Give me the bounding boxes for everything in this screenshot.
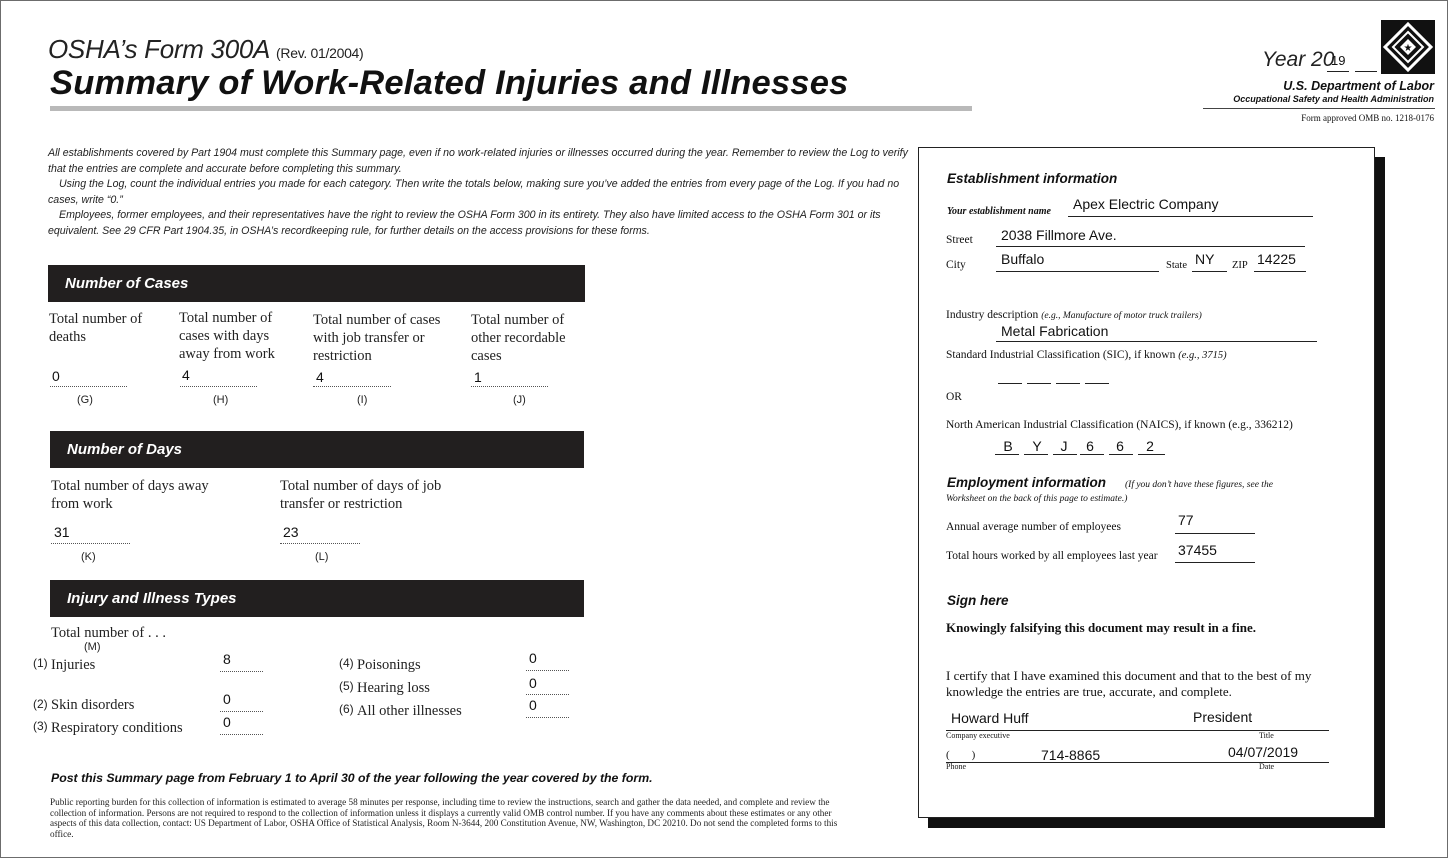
intro-paragraph-2: Using the Log, count the individual entries you made for each category. Then write the totals below, making sure you’ve added the entries from every page of the Log. If you had no cases, write “0.”	[48, 178, 900, 206]
injuries-value[interactable]: 8	[223, 651, 231, 667]
phone-area-code: ( )	[946, 749, 976, 761]
days-away-code: (K)	[81, 551, 96, 563]
transfer-days-label: Total number of days of job transfer or restriction	[280, 478, 442, 512]
zip-value[interactable]: 14225	[1257, 251, 1296, 267]
injuries-label: Injuries	[51, 657, 96, 673]
naics-line-6	[1138, 454, 1165, 455]
job-transfer-cases-label: Total number of cases with job transfer or restriction	[313, 312, 441, 364]
days-away-cases-value[interactable]: 4	[182, 367, 190, 383]
avg-employees-line	[1175, 533, 1255, 534]
street-label: Street	[946, 234, 973, 246]
injuries-line	[220, 671, 263, 672]
naics-line-3	[1053, 454, 1077, 455]
hearing-number: (5)	[339, 679, 354, 693]
naics-line-2	[1024, 454, 1048, 455]
zip-line	[1254, 271, 1306, 272]
certification-text: I certify that I have examined this document and that to the best of my knowledge the entries are true, accurate, and complete.	[946, 668, 1312, 699]
svg-text:★: ★	[1403, 43, 1413, 54]
sic-digit-4[interactable]	[1085, 383, 1109, 384]
other-cases-line	[471, 386, 548, 387]
year-label: Year 20	[1262, 48, 1335, 71]
skin-number: (2)	[33, 697, 48, 711]
industry-example: (e.g., Manufacture of motor truck trailers)	[1041, 311, 1202, 321]
date-value[interactable]: 04/07/2019	[1228, 744, 1299, 760]
city-label: City	[946, 259, 966, 271]
title-underline	[50, 106, 972, 111]
naics-digit-1[interactable]: B	[1003, 438, 1013, 454]
date-label: Date	[1259, 762, 1275, 771]
state-value[interactable]: NY	[1195, 251, 1215, 267]
naics-label: North American Industrial Classification (NAICS), if known (e.g., 336212)	[946, 419, 1293, 431]
sic-label	[946, 349, 1227, 361]
other-cases-value[interactable]: 1	[474, 369, 482, 385]
poisonings-line	[526, 670, 569, 671]
industry-label	[946, 309, 1202, 321]
types-heading: Injury and Illness Types	[50, 580, 584, 617]
intro-paragraph-3: Employees, former employees, and their representatives have the right to review the OSHA Form 300 in its entirety. They also have limited access to the OSHA Form 301 or its equivalent. See 29 CFR Part 1904.35, in OSHA’s recordkeeping rule, for further details on the access provisions for these forms.	[48, 209, 881, 237]
days-away-cases-code: (H)	[213, 394, 229, 406]
avg-employees-value[interactable]: 77	[1178, 512, 1194, 528]
agency-name: U.S. Department of Labor	[1283, 79, 1434, 93]
employment-heading: Employment information	[947, 475, 1107, 490]
post-notice: Post this Summary page from February 1 to April 30 of the year following the year covered by the form.	[51, 771, 653, 785]
job-transfer-cases-value[interactable]: 4	[316, 369, 324, 385]
hours-worked-value[interactable]: 37455	[1178, 542, 1217, 558]
industry-value[interactable]: Metal Fabrication	[1001, 323, 1109, 339]
form-revision: (Rev. 01/2004)	[276, 45, 364, 61]
phone-label: Phone	[946, 762, 966, 771]
naics-digit-2[interactable]: Y	[1032, 438, 1042, 454]
job-transfer-cases-line	[313, 386, 391, 387]
or-label: OR	[946, 391, 962, 403]
intro-paragraph-1: All establishments covered by Part 1904 must complete this Summary page, even if no work-related injuries or illnesses occurred during the year. Remember to review the Log to verify that the entries are complete and accurate before completing this summary.	[48, 147, 908, 175]
deaths-label: Total number of deaths	[49, 311, 143, 345]
poisonings-number: (4)	[339, 656, 354, 670]
types-total-label: Total number of . . .	[51, 625, 166, 641]
industry-label-text: Industry description	[946, 309, 1039, 321]
naics-digit-6[interactable]: 2	[1146, 438, 1154, 454]
sign-heading: Sign here	[947, 593, 1009, 608]
hours-worked-label: Total hours worked by all employees last year	[946, 550, 1158, 562]
year-value[interactable]: 19	[1331, 53, 1346, 68]
state-label: State	[1166, 260, 1187, 271]
intro-text	[48, 146, 910, 239]
poisonings-value[interactable]: 0	[529, 650, 537, 666]
year-underline-1	[1327, 71, 1349, 72]
employment-note: (If you don’t have these figures, see the Worksheet on the back of this page to estimate.)	[946, 480, 1273, 504]
naics-digit-4[interactable]: 6	[1086, 438, 1094, 454]
days-away-value[interactable]: 31	[54, 524, 70, 540]
respiratory-number: (3)	[33, 719, 48, 733]
dol-logo	[1381, 20, 1435, 74]
other-illnesses-number: (6)	[339, 702, 354, 716]
phone-value[interactable]: 714-8865	[1041, 747, 1101, 763]
form-name	[48, 34, 363, 65]
falsify-warning: Knowingly falsifying this document may result in a fine.	[946, 620, 1256, 635]
city-value[interactable]: Buffalo	[1001, 251, 1045, 267]
establishment-name-value[interactable]: Apex Electric Company	[1073, 196, 1219, 212]
job-transfer-cases-code: (I)	[357, 394, 368, 406]
days-heading: Number of Days	[50, 431, 584, 468]
street-value[interactable]: 2038 Fillmore Ave.	[1001, 227, 1117, 243]
naics-line-5	[1109, 454, 1133, 455]
header-rule	[1203, 108, 1435, 109]
poisonings-label: Poisonings	[357, 657, 421, 673]
sic-label-text: Standard Industrial Classification (SIC), if known	[946, 349, 1176, 361]
sic-digit-2[interactable]	[1027, 383, 1051, 384]
other-illnesses-label: All other illnesses	[357, 703, 462, 719]
transfer-days-code: (L)	[315, 551, 329, 563]
establishment-name-label: Your establishment name	[947, 206, 1051, 217]
naics-line-4	[1080, 454, 1104, 455]
state-line	[1192, 271, 1227, 272]
injuries-number: (1)	[33, 656, 48, 670]
avg-employees-label: Annual average number of employees	[946, 521, 1121, 533]
naics-digit-3[interactable]: J	[1060, 438, 1068, 454]
street-line	[996, 246, 1305, 247]
form-title: Summary of Work-Related Injuries and Illnesses	[50, 64, 849, 102]
skin-line	[220, 711, 263, 712]
executive-label: Company executive	[946, 731, 1010, 740]
hearing-label: Hearing loss	[357, 680, 430, 696]
respiratory-label: Respiratory conditions	[51, 720, 183, 736]
establishment-heading: Establishment information	[947, 171, 1118, 186]
sub-agency-name: Occupational Safety and Health Administration	[1233, 94, 1434, 104]
skin-label: Skin disorders	[51, 697, 135, 713]
days-away-cases-line	[180, 386, 257, 387]
sic-digit-1[interactable]	[998, 383, 1022, 384]
naics-digit-5[interactable]: 6	[1116, 438, 1124, 454]
omb-number: Form approved OMB no. 1218-0176	[1301, 113, 1434, 123]
deaths-value[interactable]: 0	[52, 368, 60, 384]
city-line	[996, 271, 1159, 272]
skin-value[interactable]: 0	[223, 691, 231, 707]
naics-line-1	[995, 454, 1019, 455]
hearing-line	[526, 694, 569, 695]
respiratory-line	[220, 734, 263, 735]
zip-label: ZIP	[1232, 260, 1248, 271]
hours-worked-line	[1175, 562, 1255, 563]
title-label: Title	[1259, 731, 1274, 740]
year-underline-2	[1355, 71, 1377, 72]
respiratory-value[interactable]: 0	[223, 714, 231, 730]
deaths-line	[50, 386, 127, 387]
dol-logo-icon	[1381, 20, 1435, 74]
days-away-cases-label: Total number of cases with days away from work	[179, 310, 275, 362]
transfer-days-line	[280, 543, 360, 544]
sic-example: (e.g., 3715)	[1178, 350, 1227, 361]
establishment-name-line	[1068, 216, 1313, 217]
other-cases-label: Total number of other recordable cases	[471, 312, 566, 364]
form-name-text: OSHA’s Form 300A	[48, 34, 270, 64]
days-away-line	[51, 543, 130, 544]
executive-name-value[interactable]: Howard Huff	[951, 710, 1029, 726]
other-illnesses-value[interactable]: 0	[529, 697, 537, 713]
deaths-code: (G)	[77, 394, 93, 406]
other-cases-code: (J)	[513, 394, 526, 406]
types-code: (M)	[84, 641, 101, 653]
cases-heading: Number of Cases	[48, 265, 585, 302]
other-illnesses-line	[526, 717, 569, 718]
sic-digit-3[interactable]	[1056, 383, 1080, 384]
transfer-days-value[interactable]: 23	[283, 524, 299, 540]
days-away-label: Total number of days away from work	[51, 478, 209, 512]
executive-title-value[interactable]: President	[1193, 709, 1253, 725]
industry-line	[996, 341, 1317, 342]
burden-statement: Public reporting burden for this collection of information is estimated to average 58 minutes per response, including time to review the instructions, search and gather the data needed, and complete and review the collection of information. Persons are not required to respond to the collection of information unless it displays a currently valid OMB control number. If you have any comments about these estimates or any other aspects of this data collection, contact: US Department of Labor, OSHA Office of Statistical Analysis, Room N-3644, 200 Constitution Avenue, NW, Washington, DC 20210. Do not send the completed forms to this office.	[50, 797, 838, 840]
hearing-value[interactable]: 0	[529, 675, 537, 691]
